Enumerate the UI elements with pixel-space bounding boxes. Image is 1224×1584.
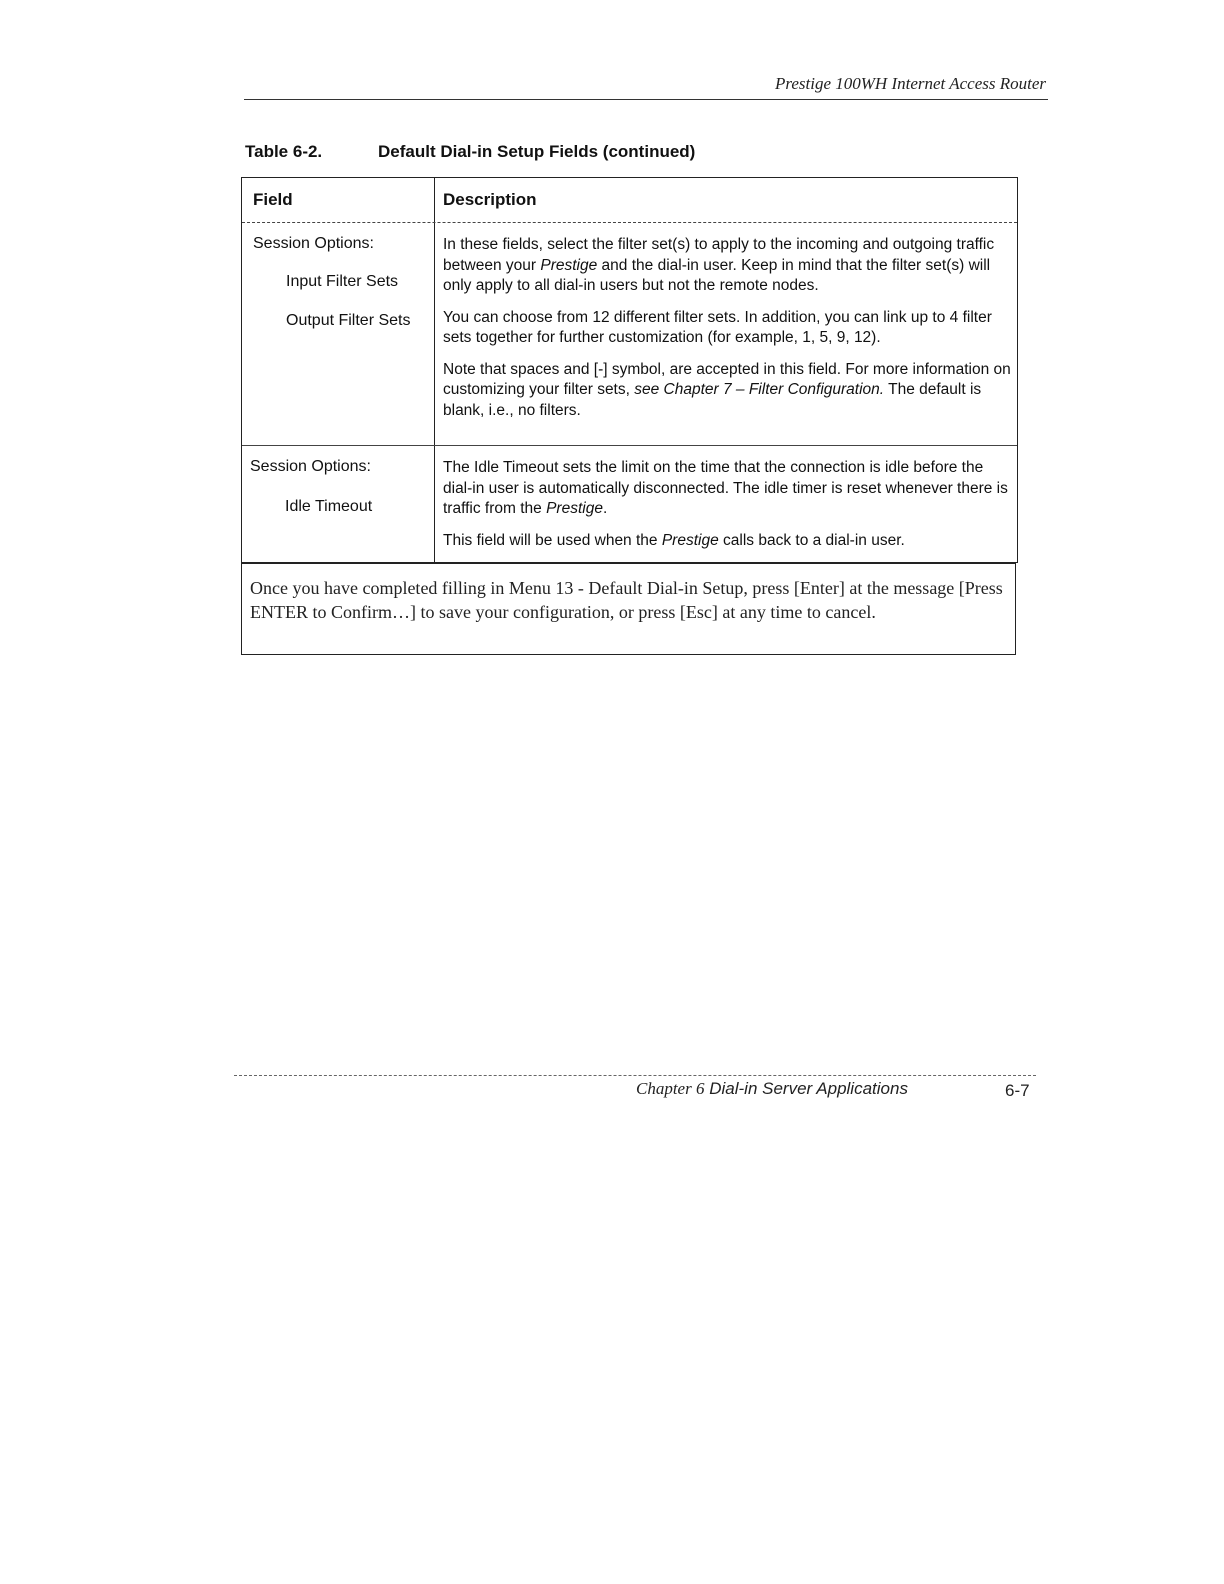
table-row	[242, 445, 1017, 562]
note-box: Once you have completed filling in Menu 13 - Default Dial-in Setup, press [Enter] at the message [Press ENTER to Confirm…] to save your configuration, or press [Esc] at any time to cancel.	[241, 563, 1016, 655]
table-row	[242, 223, 1017, 445]
running-header: Prestige 100WH Internet Access Router	[775, 74, 1046, 93]
table-number: Table 6-2.	[245, 142, 323, 161]
description-paragraph: You can choose from 12 different filter sets. In addition, you can link up to 4 filter sets together for further customization (for example, 1, 5, 9, 12).	[443, 308, 992, 346]
header-description: Description	[443, 190, 537, 209]
table-header-row	[242, 178, 1017, 223]
table-title: Default Dial-in Setup Fields (continued)	[378, 142, 696, 161]
field-cell	[242, 446, 435, 562]
description-paragraph: In these fields, select the filter set(s) to apply to the incoming and outgoing traffic between your Prestige and the dial-in user. Keep in mind that the filter set(s) will only apply to all dial-in users but not the remote nodes.	[443, 236, 995, 294]
fields-table	[241, 177, 1018, 563]
header-rule	[244, 99, 1048, 100]
field-line: Session Options:	[253, 235, 374, 252]
field-line: Session Options:	[250, 458, 371, 475]
field-line: Idle Timeout	[285, 498, 373, 515]
field-line: Output Filter Sets	[286, 312, 411, 329]
footer-rule	[234, 1075, 1036, 1076]
footer-chapter-number: Chapter 6	[636, 1079, 705, 1098]
description-cell	[435, 446, 1017, 562]
footer-chapter-title: Dial-in Server Applications	[709, 1079, 908, 1098]
description-paragraph: This field will be used when the Prestige calls back to a dial-in user.	[443, 531, 905, 549]
description-cell	[435, 223, 1017, 445]
page-number: 6-7	[1005, 1081, 1030, 1100]
table-caption	[245, 142, 695, 162]
footer-chapter	[636, 1079, 908, 1099]
field-line: Input Filter Sets	[286, 273, 399, 290]
field-cell	[242, 223, 435, 445]
description-paragraph: Note that spaces and [-] symbol, are accepted in this field. For more information on customizing your filter sets, see Chapter 7 – Filter Configuration. The default is blank, i.e., no filters.	[443, 360, 1011, 419]
description-paragraph: The Idle Timeout sets the limit on the time that the connection is idle before the dial-in user is automatically disconnected. The idle timer is reset whenever there is traffic from the Prestige.	[443, 459, 1008, 517]
header-field: Field	[242, 178, 435, 222]
